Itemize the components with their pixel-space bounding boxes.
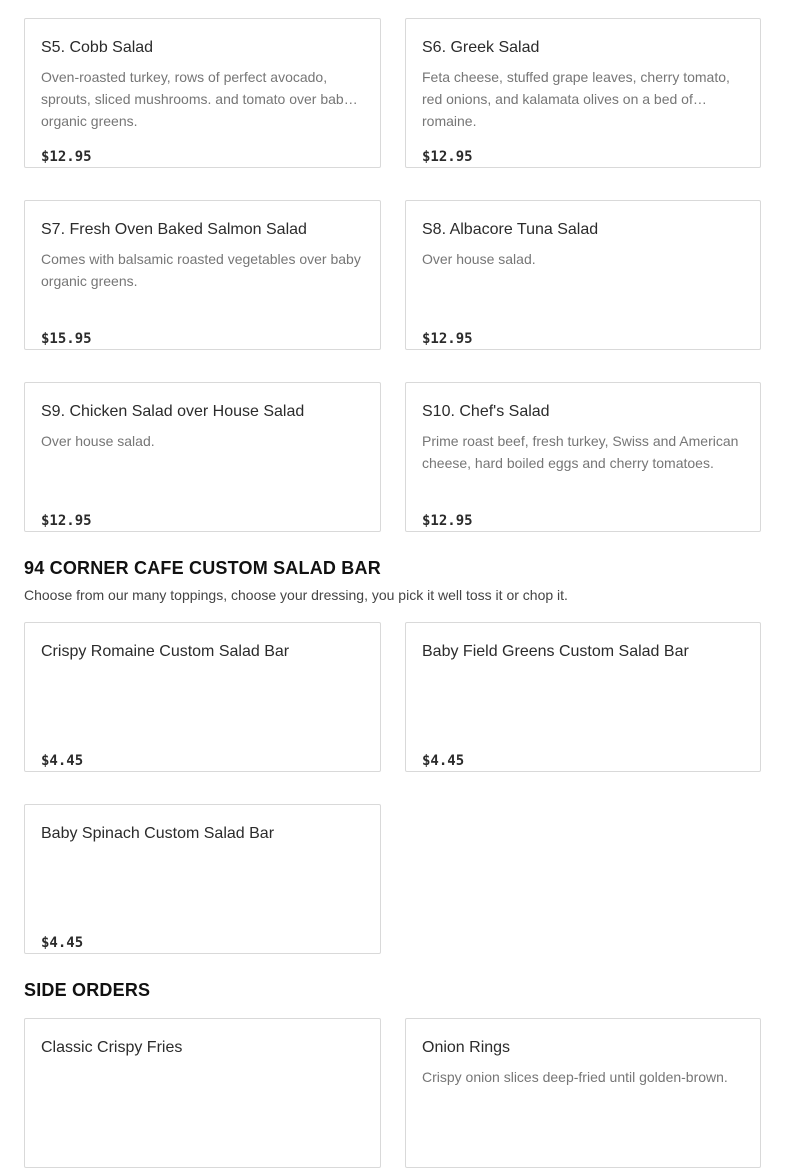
menu-item-description: Crispy onion slices deep-fried until golden-brown. xyxy=(422,1069,728,1085)
menu-item-description: Oven-roasted turkey, rows of perfect avocado, sprouts, sliced mushrooms. and tomato over baby organic greens. xyxy=(41,69,351,129)
menu-item-price: $12.95 xyxy=(422,513,473,529)
menu-item-card[interactable] xyxy=(405,18,761,168)
menu-item-description: Over house salad. xyxy=(41,433,155,449)
salad-bar-grid xyxy=(24,622,761,954)
menu-item-card[interactable] xyxy=(405,382,761,532)
side-orders-grid xyxy=(24,1018,761,1168)
menu-item-price: $12.95 xyxy=(41,149,92,165)
menu-item-price: $15.95 xyxy=(41,331,92,347)
section-heading: SIDE ORDERS xyxy=(24,980,151,1000)
menu-item-name: Baby Spinach Custom Salad Bar xyxy=(41,825,275,842)
menu-item-name: Onion Rings xyxy=(422,1039,511,1056)
menu-item-card[interactable] xyxy=(405,1018,761,1168)
menu-item-card[interactable] xyxy=(24,18,381,168)
menu-item-description: Prime roast beef, fresh turkey, Swiss and American cheese, hard boiled eggs and cherry tomatoes. xyxy=(422,433,739,471)
menu-item-card[interactable] xyxy=(24,200,381,350)
menu-item-name: S6. Greek Salad xyxy=(422,39,540,56)
menu-item-name: Baby Field Greens Custom Salad Bar xyxy=(422,643,689,660)
menu-item-name: Classic Crispy Fries xyxy=(41,1039,183,1056)
section-subheading: Choose from our many toppings, choose your dressing, you pick it well toss it or chop it. xyxy=(24,587,568,603)
menu-item-name: Crispy Romaine Custom Salad Bar xyxy=(41,643,290,660)
menu-item-price: $4.45 xyxy=(41,753,84,769)
menu-item-card[interactable] xyxy=(24,804,381,954)
menu-item-price: $12.95 xyxy=(41,513,92,529)
menu-item-price: $4.45 xyxy=(422,753,465,769)
section-heading: 94 CORNER CAFE CUSTOM SALAD BAR xyxy=(24,558,381,578)
menu-item-price: $12.95 xyxy=(422,149,473,165)
menu-item-card[interactable] xyxy=(24,622,381,772)
menu-item-name: S9. Chicken Salad over House Salad xyxy=(41,403,305,420)
menu-item-name: S10. Chef's Salad xyxy=(422,403,550,420)
menu-item-name: S8. Albacore Tuna Salad xyxy=(422,221,599,238)
menu-item-description: Comes with balsamic roasted vegetables over baby organic greens. xyxy=(41,251,361,289)
salads-grid xyxy=(24,18,761,532)
menu-item-card[interactable] xyxy=(24,382,381,532)
menu-item-card[interactable] xyxy=(405,622,761,772)
menu-item-name: S7. Fresh Oven Baked Salmon Salad xyxy=(41,221,307,238)
menu-item-description: Over house salad. xyxy=(422,251,536,267)
menu-item-card[interactable] xyxy=(405,200,761,350)
menu-item-price: $12.95 xyxy=(422,331,473,347)
menu-item-card[interactable] xyxy=(24,1018,381,1168)
menu-item-price: $4.45 xyxy=(41,935,84,951)
menu-item-description: Feta cheese, stuffed grape leaves, cherry tomato, red onions, and kalamata olives on a bed of romaine. xyxy=(422,69,730,129)
menu-item-name: S5. Cobb Salad xyxy=(41,39,154,56)
